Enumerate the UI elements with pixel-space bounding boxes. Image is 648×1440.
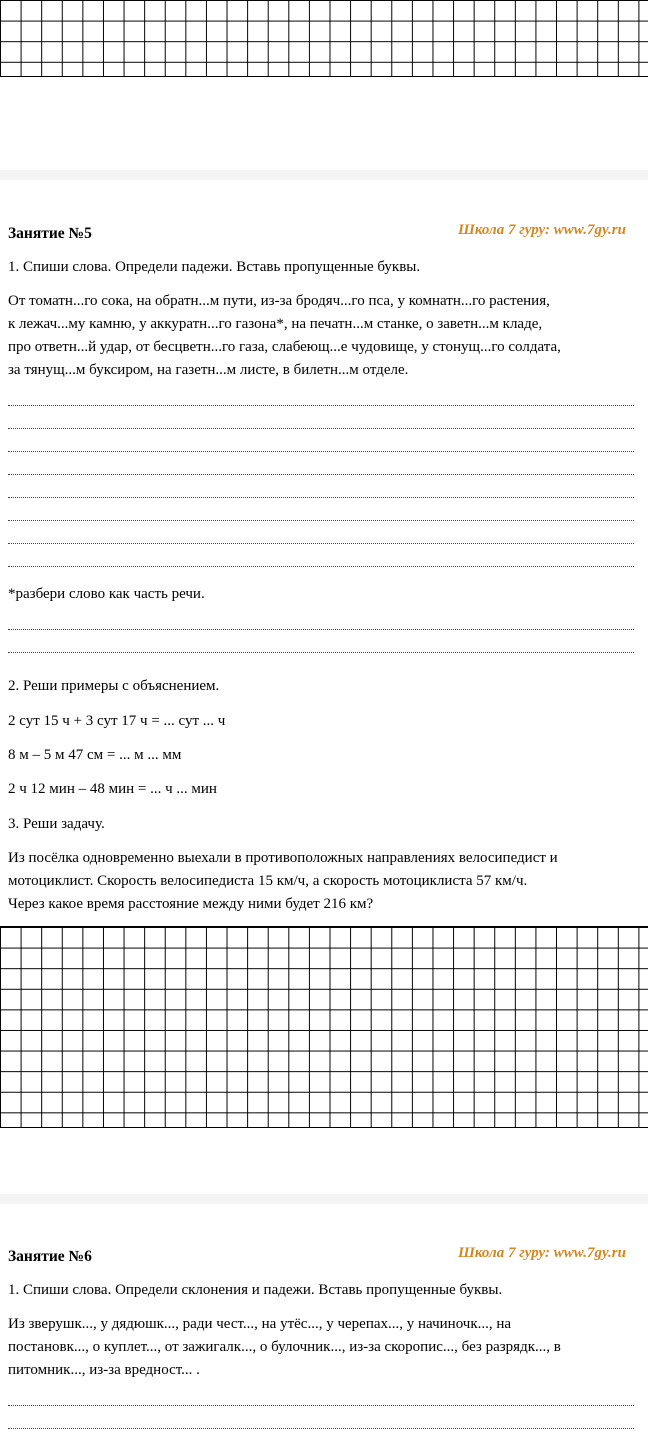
answer-line [8,519,634,521]
answer-line [8,404,634,406]
lesson5-title: Занятие №5 [8,225,92,242]
lesson5-problem-line2: мотоциклист. Скорость велосипедиста 15 км/ч, а скорость мотоциклиста 57 км/ч. [8,873,528,889]
lesson5-example1: 2 сут 15 ч + 3 сут 17 ч = ... сут ... ч [8,713,226,729]
lesson5-task3-title: 3. Реши задачу. [8,816,105,832]
top-grid [0,0,648,77]
lesson5-task1-title: 1. Спиши слова. Определи падежи. Вставь пропущенные буквы. [8,259,421,275]
answer-line [8,542,634,544]
answer-line [8,1404,634,1406]
lesson5-note: *разбери слово как часть речи. [8,586,205,602]
lesson5-problem-line3: Через какое время расстояние между ними будет 216 км? [8,896,374,912]
lesson5-example2: 8 м – 5 м 47 см = ... м ... мм [8,747,182,763]
answer-line [8,427,634,429]
answer-line [8,1427,634,1429]
lesson5-task1-line4: за тянущ...м буксиром, на газетн...м листе, в билетн...м отделе. [8,362,409,378]
lesson6-brand: Школа 7 гуру: www.7gy.ru [458,1245,626,1261]
answer-line [8,628,634,630]
lesson5-example3: 2 ч 12 мин – 48 мин = ... ч ... мин [8,781,217,797]
lesson6-task1-line2: постановк..., о куплет..., от зажигалк..., о булочник..., из-за скоропис..., без разрядк..., в [8,1339,561,1355]
lesson6-task1-line1: Из зверушк..., у дядюшк..., ради чест..., на утёс..., у черепах..., у начиночк..., на [8,1316,512,1332]
lesson5-task2-title: 2. Реши примеры с объяснением. [8,678,220,694]
answer-line [8,496,634,498]
lesson5-task1-line3: про ответн...й удар, от бесцветн...го газа, слабеющ...е чудовище, у стонущ...го солдата, [8,339,561,355]
answer-line [8,450,634,452]
lesson5-brand: Школа 7 гуру: www.7gy.ru [458,222,626,238]
answer-line [8,565,634,567]
page-separator [0,1194,648,1204]
lesson6-task1-title: 1. Спиши слова. Определи склонения и падежи. Вставь пропущенные буквы. [8,1282,503,1298]
answer-line [8,651,634,653]
lesson5-task1-line1: От томатн...го сока, на обратн...м пути, из-за бродяч...го пса, у комнатн...го растения, [8,293,550,309]
lesson6-title: Занятие №6 [8,1248,92,1265]
answer-line [8,473,634,475]
lesson5-task1-line2: к лежач...му камню, у аккуратн...го газона*, на печатн...м станке, о заветн...м кладе, [8,316,543,332]
answer-grid [0,926,648,1128]
page-separator [0,170,648,180]
lesson5-problem-line1: Из посёлка одновременно выехали в противоположных направлениях велосипедист и [8,850,558,866]
lesson6-task1-line3: питомник..., из-за вредност... . [8,1362,200,1378]
